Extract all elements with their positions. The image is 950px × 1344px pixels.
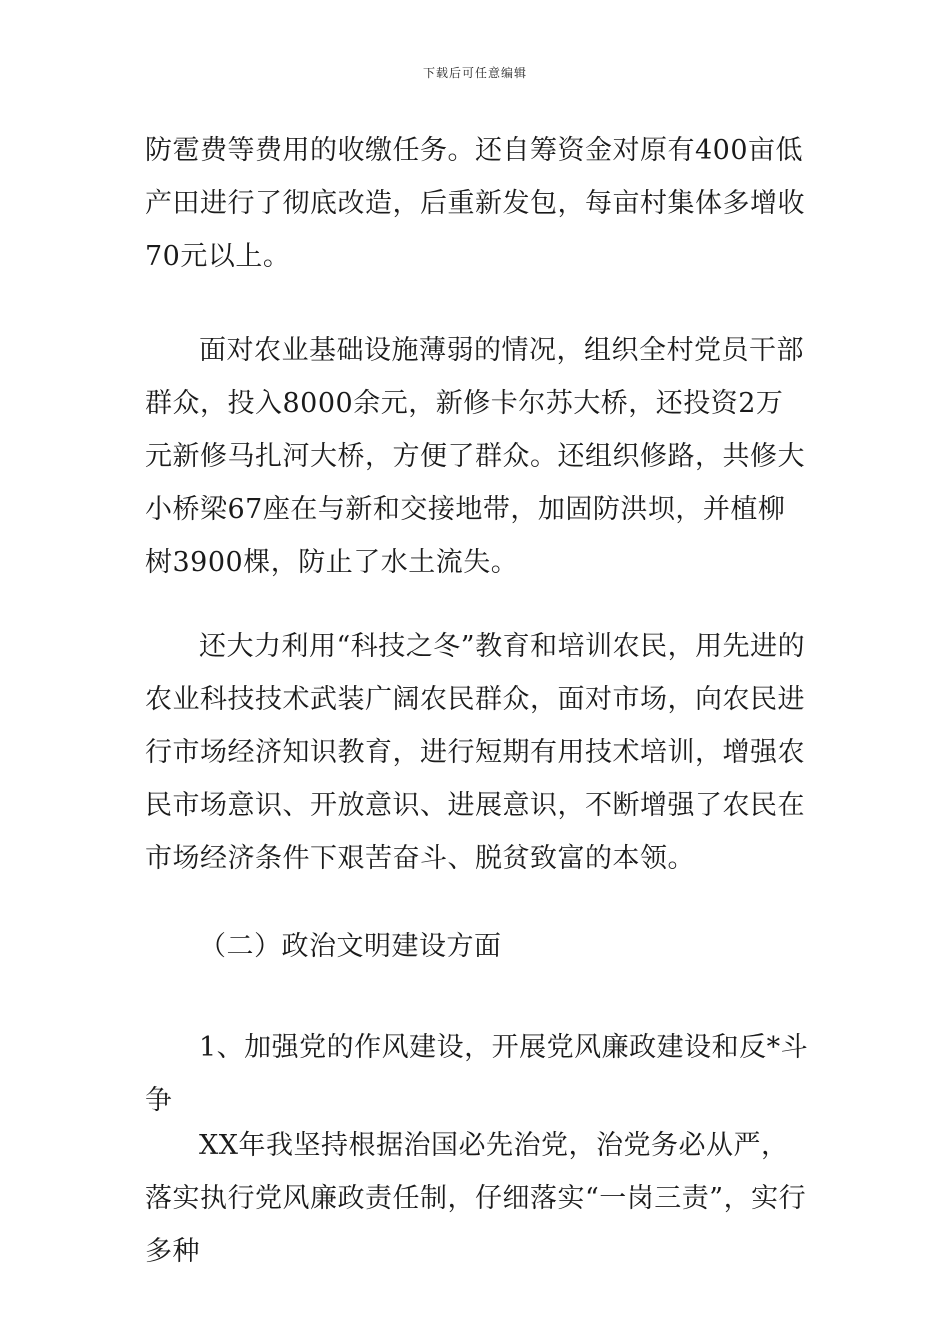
paragraph-infrastructure: 面对农业基础设施薄弱的情况，组织全村党员干部群众，投入8000余元，新修卡尔苏大桥，还投资2万元新修马扎河大桥，方便了群众。还组织修路，共修大小桥梁67座在与新和交接地带，加固防洪坝，并植柳树3900棵，防止了水土流失。 xyxy=(145,335,805,578)
subsection-heading-party-conduct: 1、加强党的作风建设，开展党风廉政建设和反*斗争 xyxy=(145,1032,809,1116)
section-heading-political: （二）政治文明建设方面 xyxy=(199,931,502,962)
page-header-note: 下载后可任意编辑 xyxy=(422,66,527,80)
paragraph-technology-training: 还大力利用“科技之冬”教育和培训农民，用先进的农业科技技术武装广阔农民群众，面对市场，向农民进行市场经济知识教育，进行短期有用技术培训，增强农民市场意识、开放意识、进展意识，不断增强了农民在市场经济条件下艰苦奋斗、脱贫致富的本领。 xyxy=(145,631,806,874)
paragraph-revenue: 防雹费等费用的收缴任务。还自筹资金对原有400亩低产田进行了彻底改造，后重新发包，每亩村集体多增收70元以上。 xyxy=(145,135,805,272)
paragraph-party-discipline: XX年我坚持根据治国必先治党，治党务必从严，落实执行党风廉政责任制，仔细落实“一岗三责”，实行多种 xyxy=(145,1130,807,1267)
